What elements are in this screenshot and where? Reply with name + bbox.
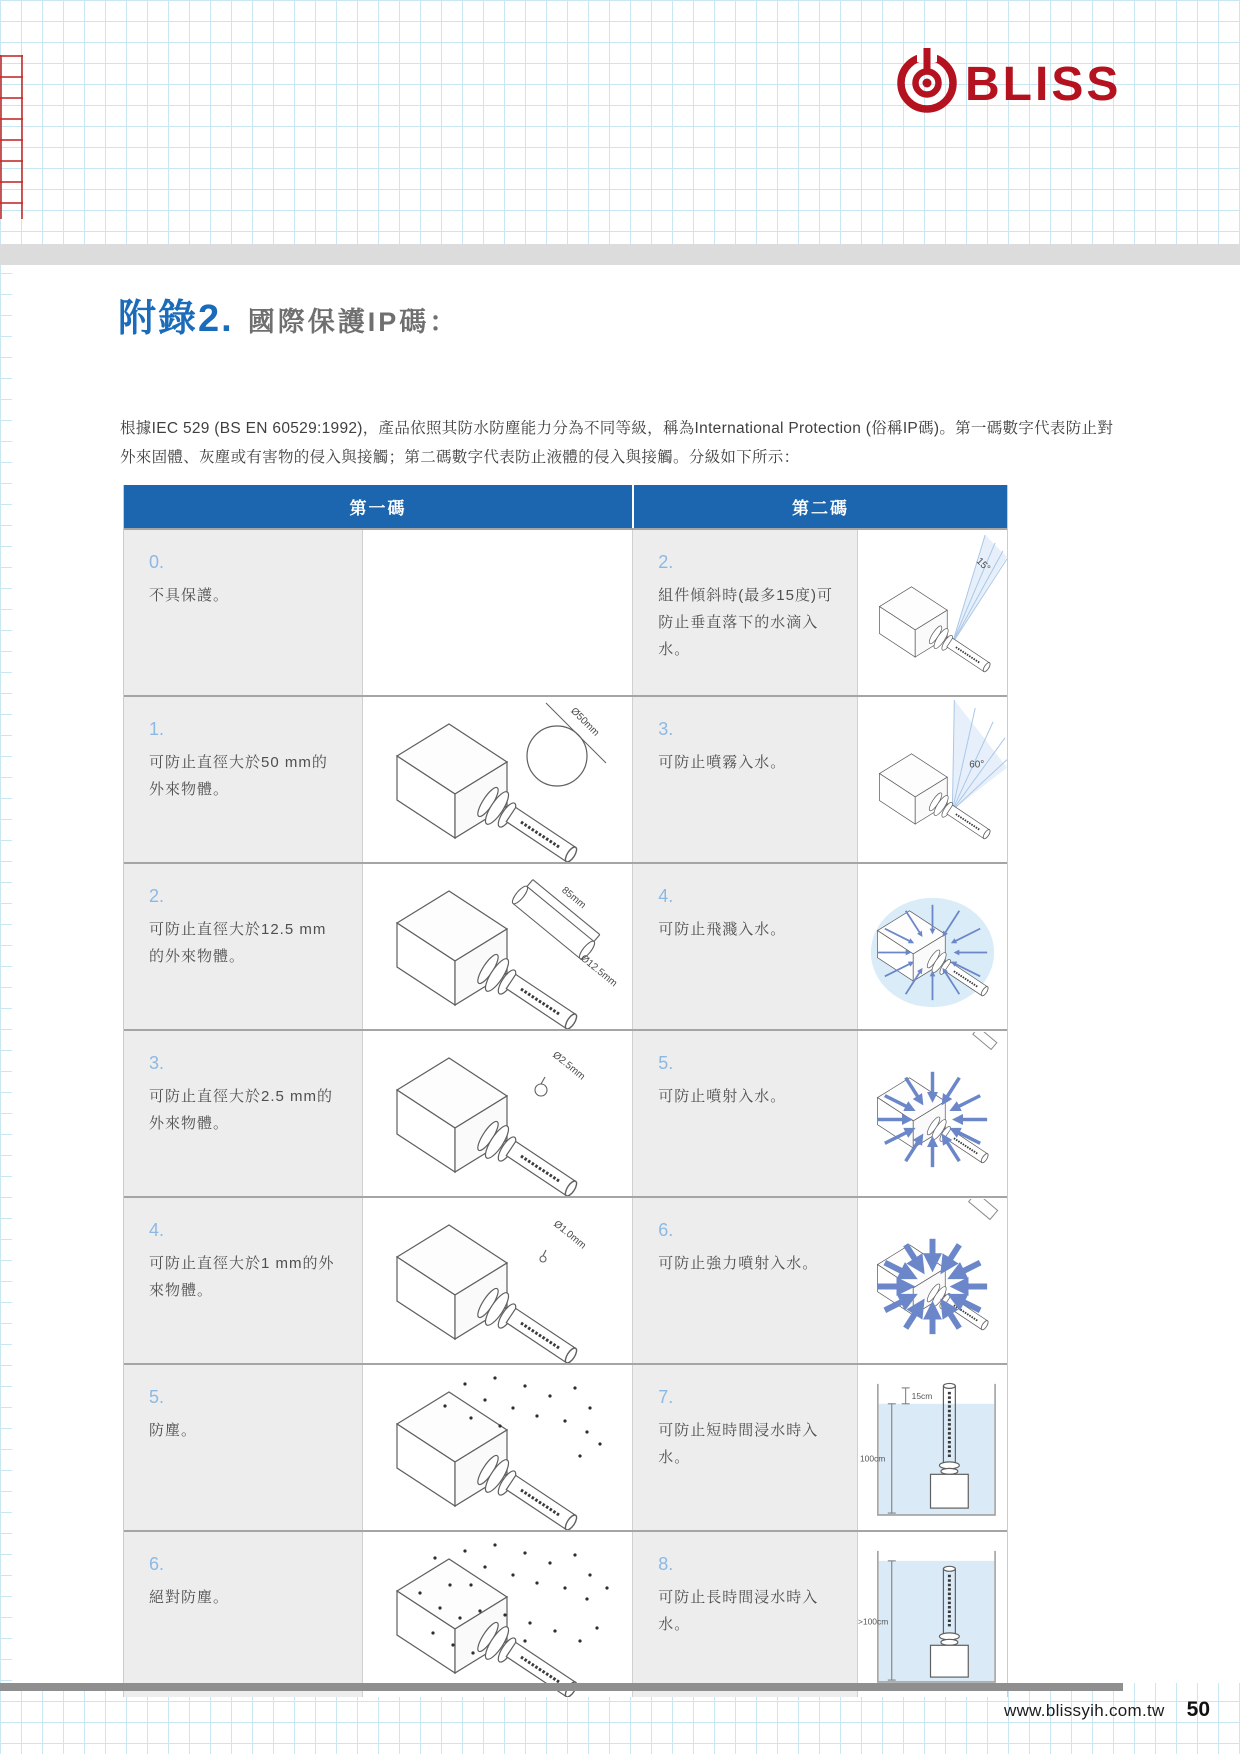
page-number: 50 [1186, 1698, 1210, 1721]
first-code-4-cell [124, 1198, 363, 1363]
table-row [124, 695, 1007, 862]
continuous-immersion-illustration [858, 1533, 1007, 1697]
solid-2-5mm-illustration [375, 1032, 620, 1196]
angle-label: 60° [969, 759, 985, 771]
first-code-3-cell [124, 1031, 363, 1196]
code-description: 可防止長時間浸水時入水。 [658, 1589, 819, 1633]
first-code-3-illustration [363, 1031, 634, 1196]
top-divider-bar [0, 244, 1240, 265]
dim-label: Ø12.5mm [578, 952, 620, 989]
code-description: 可防止飛濺入水。 [658, 921, 787, 938]
dim-label: Ø2.5mm [550, 1049, 587, 1082]
second-code-5-illustration [858, 1031, 1007, 1196]
solid-1mm-illustration [375, 1199, 620, 1363]
second-code-8-illustration [858, 1532, 1007, 1697]
dust-protected-illustration [375, 1366, 620, 1530]
second-code-3-cell [633, 697, 858, 862]
second-code-7-illustration [858, 1365, 1007, 1530]
table-row [124, 1196, 1007, 1363]
first-code-2-cell [124, 864, 363, 1029]
solid-50mm-illustration [375, 698, 620, 862]
code-number: 7. [658, 1387, 674, 1407]
angle-label: 15° [973, 555, 993, 574]
code-description: 可防止直徑大於1 mm的外來物體。 [149, 1255, 335, 1299]
header-first-code: 第一碼 [124, 485, 634, 528]
code-description: 不具保護。 [149, 587, 230, 604]
code-number: 0. [149, 552, 165, 572]
second-code-8-cell [633, 1532, 858, 1697]
table-row [124, 1530, 1007, 1697]
code-number: 2. [149, 886, 165, 906]
code-description: 可防止直徑大於50 mm的外來物體。 [149, 754, 328, 798]
bliss-logo [893, 46, 1163, 123]
code-number: 4. [149, 1220, 165, 1240]
header-second-code: 第二碼 [792, 499, 849, 518]
code-description: 可防止強力噴射入水。 [658, 1255, 819, 1272]
first-code-5-illustration [363, 1365, 634, 1530]
code-description: 可防止短時間浸水時入水。 [658, 1422, 819, 1466]
second-code-6-illustration [858, 1198, 1007, 1363]
solid-12-5mm-illustration [375, 865, 620, 1029]
code-number: 6. [658, 1220, 674, 1240]
code-number: 8. [658, 1554, 674, 1574]
ip-code-table [123, 485, 1008, 1697]
code-number: 5. [658, 1053, 674, 1073]
second-code-4-illustration [858, 864, 1007, 1029]
splash-illustration [858, 865, 1007, 1029]
code-number: 4. [658, 886, 674, 906]
first-code-1-illustration [363, 697, 634, 862]
first-code-4-illustration [363, 1198, 634, 1363]
first-code-2-illustration [363, 864, 634, 1029]
second-code-2-illustration [858, 530, 1007, 695]
title-heading: 國際保護IP碼： [247, 307, 460, 337]
drip-15deg-illustration [858, 531, 1007, 695]
spray-60deg-illustration [858, 698, 1007, 862]
first-code-6-illustration [363, 1532, 634, 1697]
second-code-5-cell [633, 1031, 858, 1196]
immersion-illustration [858, 1366, 1007, 1530]
code-description: 組件傾斜時(最多15度)可防止垂直落下的水滴入水。 [658, 587, 833, 658]
dim-label: 100cm [859, 1452, 886, 1463]
dim-label: Ø50mm [568, 705, 602, 739]
table-row [124, 528, 1007, 695]
dust-tight-illustration [375, 1533, 620, 1697]
dim-label: Ø1.0mm [551, 1218, 588, 1251]
intro-paragraph: 根據IEC 529 (BS EN 60529:1992)，產品依照其防水防塵能力分為不同等級，稱為International Protection (俗稱IP碼)。第一碼數字代表防止對外來固體、灰塵或有害物的侵入與接觸；第二碼數字代表防止液體的侵入與接觸。分級如下所示： [120, 419, 1114, 466]
first-code-1-cell [124, 697, 363, 862]
table-header-row [124, 485, 1007, 528]
bliss-logo-text: BLISS [965, 58, 1122, 111]
code-description: 可防止直徑大於2.5 mm的外來物體。 [149, 1088, 334, 1132]
code-number: 3. [149, 1053, 165, 1073]
water-jet-illustration [858, 1032, 1007, 1196]
code-description: 絕對防塵。 [149, 1589, 230, 1606]
dim-label: 15cm [911, 1390, 933, 1401]
strong-jet-illustration [858, 1199, 1007, 1363]
code-number: 1. [149, 719, 165, 739]
second-code-3-illustration [858, 697, 1007, 862]
first-code-0-illustration-empty [363, 530, 634, 695]
appendix-label: 附錄2. [118, 298, 234, 340]
bliss-logo-icon [893, 46, 1163, 118]
second-code-2-cell [633, 530, 858, 695]
code-description: 可防止噴霧入水。 [658, 754, 787, 771]
code-description: 防塵。 [149, 1422, 198, 1439]
content-sheet [12, 265, 1240, 1683]
code-number: 2. [658, 552, 674, 572]
code-number: 6. [149, 1554, 165, 1574]
dim-label: >100cm [857, 1615, 889, 1626]
table-row [124, 1029, 1007, 1196]
code-description: 可防止噴射入水。 [658, 1088, 787, 1105]
code-number: 5. [149, 1387, 165, 1407]
first-code-6-cell [124, 1532, 363, 1697]
first-code-0-cell [124, 530, 363, 695]
website-url: www.blissyih.com.tw [1004, 1701, 1165, 1720]
grid-red-strip [0, 55, 23, 219]
page-title [118, 287, 459, 342]
table-row [124, 1363, 1007, 1530]
dim-label: 85mm [559, 884, 588, 911]
second-code-4-cell [633, 864, 858, 1029]
code-number: 3. [658, 719, 674, 739]
second-code-6-cell [633, 1198, 858, 1363]
table-row [124, 862, 1007, 1029]
code-description: 可防止直徑大於12.5 mm的外來物體。 [149, 921, 327, 965]
footer-divider-bar [0, 1683, 1123, 1691]
footer [1004, 1698, 1210, 1722]
second-code-7-cell [633, 1365, 858, 1530]
first-code-5-cell [124, 1365, 363, 1530]
